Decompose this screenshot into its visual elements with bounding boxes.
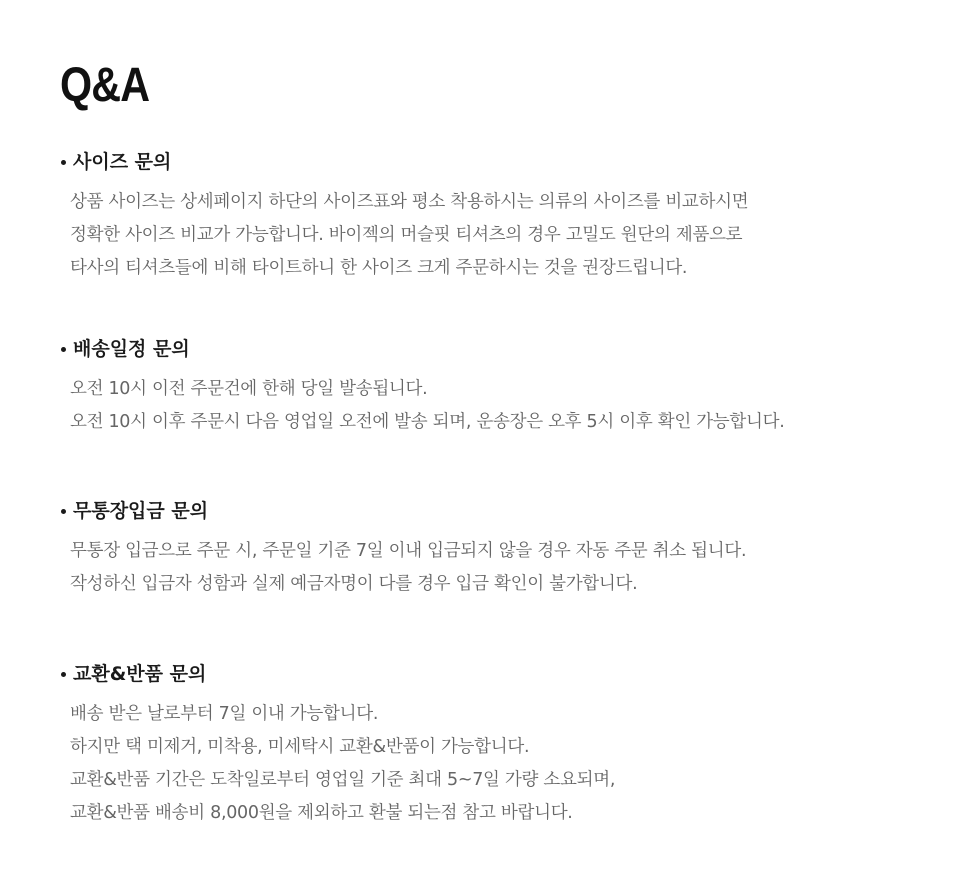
section-size-inquiry	[60, 150, 748, 285]
section-heading	[60, 337, 784, 361]
body-line: 타사의 티셔츠들에 비해 타이트하니 한 사이즈 크게 주문하시는 것을 권장드립니다.	[70, 258, 688, 278]
section-exchange-return-inquiry	[60, 662, 615, 830]
section-body	[60, 535, 746, 601]
body-line: 하지만 택 미제거, 미착용, 미세탁시 교환&반품이 가능합니다.	[70, 737, 530, 757]
section-heading-label: 교환&반품 문의	[73, 663, 207, 685]
section-heading	[60, 662, 615, 686]
body-line: 정확한 사이즈 비교가 가능합니다. 바이젝의 머슬핏 티셔츠의 경우 고밀도 원단의 제품으로	[70, 225, 743, 245]
section-heading-label: 사이즈 문의	[73, 151, 172, 173]
body-line: 상품 사이즈는 상세페이지 하단의 사이즈표와 평소 착용하시는 의류의 사이즈를 비교하시면	[70, 192, 749, 212]
section-body	[60, 186, 748, 285]
body-line: 배송 받은 날로부터 7일 이내 가능합니다.	[70, 704, 379, 724]
bullet-icon	[61, 672, 66, 677]
section-bank-transfer-inquiry	[60, 499, 746, 601]
bullet-icon	[61, 509, 66, 514]
section-heading-label: 무통장입금 문의	[73, 500, 209, 522]
section-shipping-inquiry	[60, 337, 784, 439]
body-line: 무통장 입금으로 주문 시, 주문일 기준 7일 이내 입금되지 않을 경우 자동 주문 취소 됩니다.	[70, 541, 747, 561]
section-body	[60, 373, 784, 439]
body-line: 교환&반품 기간은 도착일로부터 영업일 기준 최대 5~7일 가량 소요되며,	[70, 770, 616, 790]
section-heading	[60, 150, 748, 174]
page-title: Q&A	[60, 59, 150, 112]
section-heading-label: 배송일정 문의	[73, 338, 190, 360]
bullet-icon	[61, 347, 66, 352]
bullet-icon	[61, 160, 66, 165]
body-line: 교환&반품 배송비 8,000원을 제외하고 환불 되는점 참고 바랍니다.	[70, 803, 573, 823]
body-line: 오전 10시 이전 주문건에 한해 당일 발송됩니다.	[70, 379, 428, 399]
body-line: 오전 10시 이후 주문시 다음 영업일 오전에 발송 되며, 운송장은 오후 5시 이후 확인 가능합니다.	[70, 412, 785, 432]
section-body	[60, 698, 615, 830]
body-line: 작성하신 입금자 성함과 실제 예금자명이 다를 경우 입금 확인이 불가합니다.	[70, 574, 638, 594]
section-heading	[60, 499, 746, 523]
